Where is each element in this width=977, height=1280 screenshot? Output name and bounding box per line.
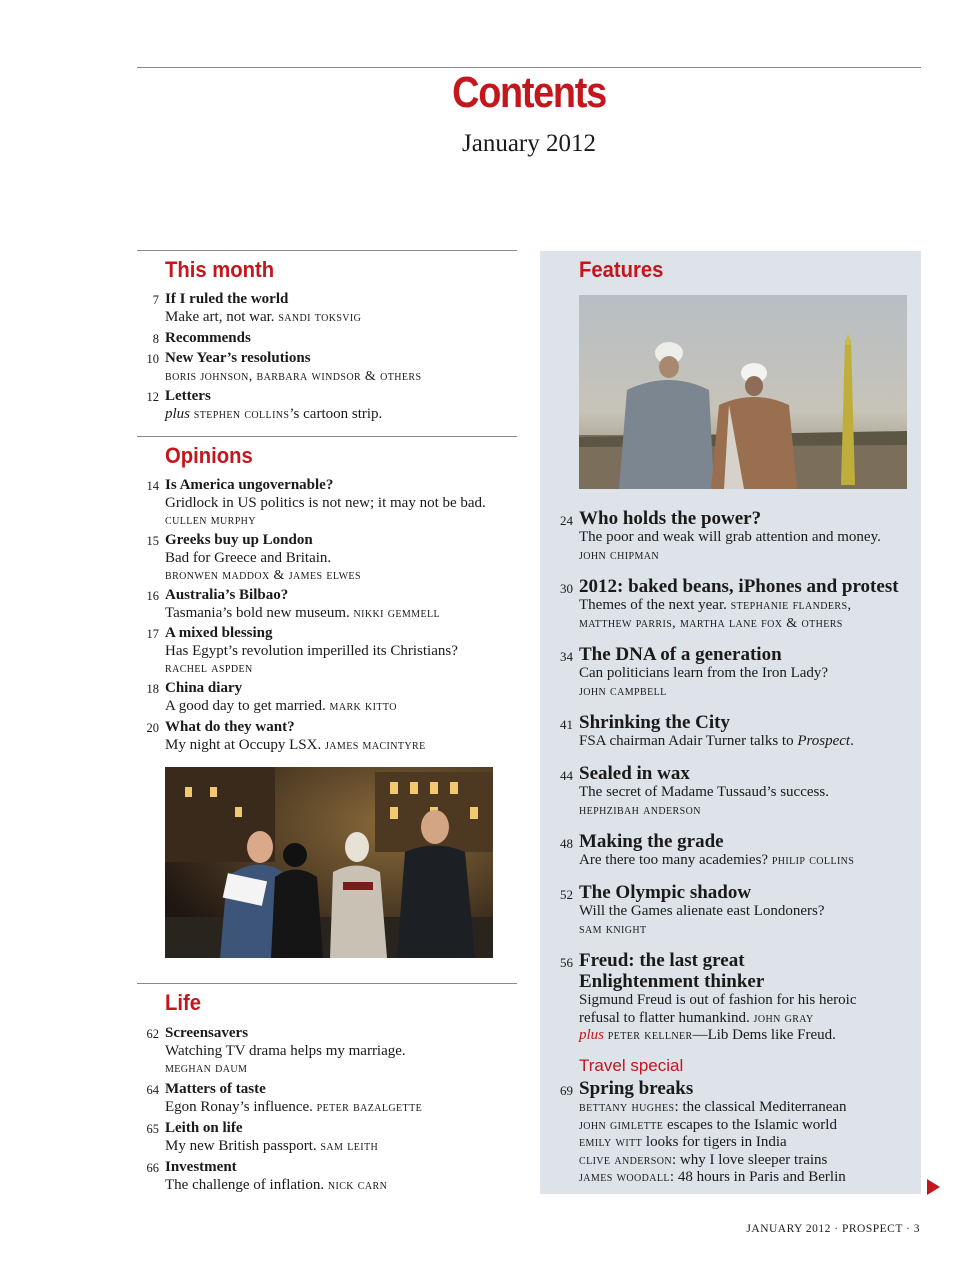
toc-entry[interactable] [152, 291, 362, 326]
page-number: 65 [146, 1122, 159, 1136]
entry-description: : why I love sleeper trains [672, 1151, 828, 1168]
page-number: 41 [560, 717, 573, 732]
toc-entry[interactable] [560, 1078, 847, 1187]
entry-description-continued: refusal to flatter humankind. [579, 1009, 750, 1026]
page-number: 66 [146, 1161, 159, 1175]
plus-label: plus [579, 1027, 605, 1043]
page-number: 48 [560, 836, 573, 851]
entry-author: nick carn [327, 1177, 388, 1193]
page-number: 17 [146, 627, 159, 641]
entry-description: Themes of the next year. [579, 597, 727, 613]
entry-author: nikki gemmell [353, 605, 440, 621]
occupy-photo-illustration [165, 767, 493, 958]
entry-author: stephanie flanders, [730, 598, 852, 613]
page-number: 14 [146, 479, 159, 493]
entry-title: Screensavers [165, 1025, 249, 1041]
occupy-lsx-photo[interactable] [165, 767, 493, 958]
page-number: 7 [152, 293, 159, 307]
page-number: 69 [560, 1083, 573, 1098]
entry-title: Greeks buy up London [165, 532, 313, 548]
entry-author: mark kitto [329, 698, 397, 714]
entry-description-end: . [850, 733, 854, 749]
entry-description: The secret of Madame Tussaud’s success. [579, 784, 829, 800]
features-heading: Features [579, 257, 664, 282]
entry-title: Recommends [165, 330, 251, 346]
page-number: 52 [560, 887, 573, 902]
entry-title-continued: Enlightenment thinker [579, 971, 765, 992]
entry-title: Australia’s Bilbao? [165, 587, 289, 603]
entry-title: Freud: the last great [579, 950, 745, 971]
toc-entry[interactable] [146, 625, 458, 678]
toc-entry[interactable] [560, 763, 829, 819]
toc-entry[interactable] [560, 576, 899, 632]
entry-title-text: baked beans, iPhones and protest [628, 576, 899, 597]
entry-title [579, 576, 899, 597]
entry-author: clive anderson [579, 1152, 672, 1168]
entry-title: Shrinking the City [579, 712, 730, 733]
page-number: 24 [560, 513, 573, 528]
entry-description: escapes to the Islamic world [663, 1116, 837, 1133]
entry-title: Leith on life [165, 1120, 243, 1136]
entry-description: : the classical Mediterranean [674, 1099, 847, 1115]
toc-entry[interactable] [560, 882, 825, 938]
entry-description: Will the Games alienate east Londoners? [579, 903, 825, 919]
entry-title: Spring breaks [579, 1078, 694, 1099]
entry-description: : 48 hours in Paris and Berlin [669, 1169, 846, 1185]
entry-title: Matters of taste [165, 1081, 266, 1097]
page-number: 15 [146, 534, 159, 548]
toc-entry[interactable] [146, 1025, 406, 1078]
entry-title: New Year’s resolutions [165, 350, 311, 366]
toc-entry[interactable] [146, 680, 397, 715]
entry-description: Egon Ronay’s influence. [165, 1098, 313, 1115]
entry-author: sam knight [579, 921, 647, 937]
entry-description: Are there too many academies? [579, 852, 769, 868]
opinions-rule [137, 436, 517, 437]
entry-author: boris johnson, barbara windsor & others [165, 368, 422, 384]
entry-author: sam leith [320, 1138, 379, 1154]
entry-description: Can politicians learn from the Iron Lady? [579, 665, 829, 681]
entry-description: Has Egypt’s revolution imperilled its Christians? [165, 642, 458, 659]
entry-author: sandi toksvig [278, 309, 362, 325]
entry-title: If I ruled the world [165, 291, 289, 307]
entry-author: james macintyre [324, 737, 426, 753]
entry-author-continued: matthew parris, martha lane fox & others [579, 615, 843, 631]
toc-entry[interactable] [560, 831, 855, 870]
entry-author-secondary: peter kellner [607, 1028, 693, 1043]
entry-description: ’s cartoon strip. [289, 405, 383, 422]
entry-description: Tasmania’s bold new museum. [165, 604, 350, 621]
entry-title: China diary [165, 680, 243, 696]
page-number: 30 [560, 581, 573, 596]
entry-author: meghan daum [165, 1061, 248, 1076]
issue-date: January 2012 [462, 130, 596, 157]
entry-title: Letters [165, 388, 211, 404]
entry-title: A mixed blessing [165, 625, 273, 641]
toc-entry[interactable] [560, 950, 857, 1045]
travel-special-heading: Travel special [579, 1056, 684, 1075]
entry-author: john gimlette [579, 1117, 664, 1133]
entry-description: My new British passport. [165, 1137, 317, 1154]
toc-entry[interactable] [146, 532, 361, 585]
entry-author: john gray [753, 1010, 814, 1026]
toc-entry[interactable] [560, 644, 829, 700]
page-number: 20 [146, 721, 159, 735]
entry-title: Who holds the power? [579, 508, 762, 529]
entry-title: Sealed in wax [579, 763, 690, 784]
entry-author: john chipman [579, 547, 659, 563]
life-heading: Life [165, 990, 201, 1015]
page-folio: JANUARY 2012 · PROSPECT · 3 [746, 1223, 920, 1235]
entry-title: What do they want? [165, 719, 295, 735]
entry-author: rachel aspden [165, 661, 253, 676]
this-month-rule [137, 250, 517, 251]
entry-author: philip collins [771, 853, 855, 868]
opinions-heading: Opinions [165, 443, 253, 468]
next-page-arrow-icon[interactable] [927, 1179, 940, 1195]
entry-author: john campbell [579, 683, 667, 699]
page-number: 62 [146, 1027, 159, 1041]
toc-entry[interactable] [152, 330, 251, 348]
entry-description: Make art, not war. [165, 308, 275, 325]
entry-description: A good day to get married. [165, 697, 326, 714]
toc-entry[interactable] [146, 1159, 388, 1194]
toc-entry[interactable] [146, 388, 383, 423]
page-title: Contents [452, 68, 606, 117]
entry-description: The challenge of inflation. [165, 1176, 325, 1193]
page-number: 34 [560, 649, 573, 664]
toc-entry[interactable] [560, 508, 881, 564]
entry-author: hephzibah anderson [579, 802, 701, 818]
entry-title: Investment [165, 1159, 237, 1175]
toc-entry[interactable] [146, 587, 440, 622]
entry-description: Gridlock in US politics is not new; it may not be bad. [165, 494, 486, 511]
entry-description: Bad for Greece and Britain. [165, 549, 332, 566]
page-number: 16 [146, 589, 159, 603]
entry-description: Watching TV drama helps my marriage. [165, 1042, 406, 1059]
clerics-photo-illustration [579, 295, 907, 489]
entry-title: Making the grade [579, 831, 724, 852]
entry-author: james woodall [579, 1170, 670, 1185]
page-number: 18 [146, 682, 159, 696]
page-number: 56 [560, 955, 573, 970]
entry-description: FSA chairman Adair Turner talks to [579, 733, 794, 749]
life-rule [137, 983, 517, 984]
magazine-name: Prospect [797, 733, 851, 749]
entry-author: stephen collins [193, 406, 290, 422]
toc-entry[interactable] [146, 1120, 379, 1155]
toc-entry[interactable] [146, 477, 486, 530]
toc-entry[interactable] [146, 719, 426, 754]
entry-title: The DNA of a generation [579, 644, 782, 665]
entry-description: My night at Occupy LSX. [165, 736, 322, 753]
entry-description: The poor and weak will grab attention and money. [579, 529, 881, 545]
entry-title-year: 2012: [579, 576, 624, 597]
entry-author: bronwen maddox & james elwes [165, 568, 361, 583]
toc-entry[interactable] [560, 712, 854, 751]
plus-label: plus [165, 405, 191, 422]
clerics-missile-photo[interactable] [579, 295, 907, 489]
entry-description-end: —Lib Dems like Freud. [692, 1027, 836, 1043]
this-month-heading: This month [165, 257, 275, 282]
entry-description: Sigmund Freud is out of fashion for his heroic [579, 992, 857, 1008]
page-number: 64 [146, 1083, 159, 1097]
entry-author: emily witt [579, 1135, 643, 1150]
toc-entry[interactable] [146, 350, 422, 385]
entry-title: Is America ungovernable? [165, 477, 334, 493]
page-number: 8 [152, 332, 159, 346]
entry-description: looks for tigers in India [642, 1134, 787, 1150]
entry-author: cullen murphy [165, 513, 256, 528]
page-number: 10 [146, 352, 159, 366]
page-number: 44 [560, 768, 573, 783]
toc-entry[interactable] [146, 1081, 423, 1116]
entry-title: The Olympic shadow [579, 882, 752, 903]
entry-author: bettany hughes [579, 1100, 675, 1115]
entry-author: peter bazalgette [316, 1099, 423, 1115]
page-number: 12 [146, 390, 159, 404]
